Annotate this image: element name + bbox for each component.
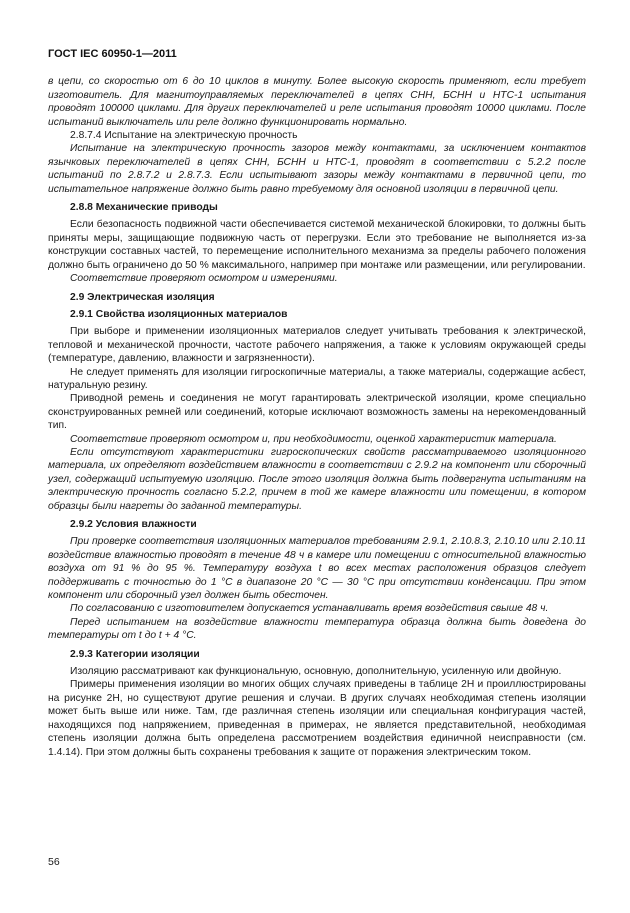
paragraph: Соответствие проверяют осмотром и, при необходимости, оценкой характеристик материала.: [70, 433, 557, 445]
paragraph: При проверке соответствия изоляционных материалов требованиям 2.9.1, 2.10.8.3, 2.10.10 или 2.10.11 воздействие влажностью проводят в течение 48 ч в камере или помещении с относительной влажностью воздуха от 91 % до 95 %. Температуру воздуха t во всех местах расположения образцов следует поддерживать с точностью до 1 °С в диапазоне 20 °С — 30 °С при отсутствии конденсации. При этом компонент или сборочный узел должен быть обесточен.: [48, 536, 586, 602]
paragraph: Испытание на электрическую прочность зазоров между контактами, за исключением контактов язычковых переключателей в цепях СНН, БСНН и НТС-1, проводят в соответствии с 5.2.2 после испытаний по 2.8.7.2 и 2.8.7.3. Если испытывают зазоры между контактами в первичной цепи, то испытательное напряжение должно быть равно требуемому для основной изоляции в первичной цепи.: [48, 143, 586, 195]
paragraph: Приводной ремень и соединения не могут гарантировать электрической изоляции, кроме специально сконструированных ремней или соединений, которые исключают возможность замены на нерекомендованный тип.: [48, 393, 586, 432]
paragraph: По согласованию с изготовителем допускается устанавливать время воздействия свыше 48 ч.: [70, 603, 549, 615]
page-number: 56: [48, 856, 60, 868]
paragraph: Если отсутствуют характеристики гигроскопических свойств рассматриваемого изоляционного материала, их определяют воздействием влажности в соответствии с 2.9.2 на компонент или сборочный узел, содержащий испытуемую изоляцию. После этого изоляция должна быть подвергнута испытаниям на электрическую прочность согласно 5.2.2, причем в той же камере влажности или помещении, в котором образцы были нагреты до заданной температуры.: [48, 446, 586, 512]
paragraph: При выборе и применении изоляционных материалов следует учитывать требования к электрической, тепловой и механической прочности, частоте рабочего напряжения, а также к условиям окружающей среды (температуре, давлению, влажности и загрязненности).: [48, 326, 586, 365]
paragraph: Соответствие проверяют осмотром и измерениями.: [70, 273, 338, 285]
paragraph: Изоляцию рассматривают как функциональную, основную, дополнительную, усиленную или двойную.: [70, 666, 562, 678]
document-header: ГОСТ IEC 60950-1—2011: [48, 48, 177, 60]
paragraph: Перед испытанием на воздействие влажности температура образца должна быть доведена до температуры от t до t + 4 °С.: [48, 616, 586, 642]
section-title-2-9-3: 2.9.3 Категории изоляции: [70, 648, 200, 660]
section-title-2-9-1: 2.9.1 Свойства изоляционных материалов: [70, 308, 288, 320]
paragraph: Не следует применять для изоляции гигроскопичные материалы, а также материалы, содержащие асбест, натуральную резину.: [48, 366, 586, 391]
paragraph: Если безопасность подвижной части обеспечивается системой механической блокировки, то должны быть приняты меры, защищающие подвижную часть от перегрузки. Если это требование не выполняется из-за конструкции составных частей, то перемещение исполнительного механизма за пределы рабочего положения должно быть ограничено до 50 % максимального, например при монтаже или размещении, или регулировании.: [48, 219, 586, 271]
section-title-2-9-2: 2.9.2 Условия влажности: [70, 519, 197, 530]
subsection-title-2-8-7-4: 2.8.7.4 Испытание на электрическую прочность: [70, 130, 298, 142]
section-title-2-9: 2.9 Электрическая изоляция: [70, 291, 215, 303]
document-page: [48, 48, 586, 759]
paragraph: в цепи, со скоростью от 6 до 10 циклов в минуту. Более высокую скорость применяют, если требует изготовитель. Для магнитоуправляемых переключателей в цепях СНН, БСНН и НТС-1 испытания проводят 100000 циклами. Для других переключателей и реле испытания проводят 10000 циклами. После испытаний выключатель или реле должно функционировать нормально.: [48, 76, 586, 128]
section-title-2-8-8: 2.8.8 Механические приводы: [70, 202, 218, 214]
paragraph: Примеры применения изоляции во многих общих случаях приведены в таблице 2Н и проиллюстрированы на рисунке 2Н, но существуют другие решения и случаи. В других случаях необходимая степень изоляции может быть выше или ниже. Там, где различная степень изоляции или специальная конфигурация частей, находящихся под напряжением, приведенная в примерах, не является представительной, необходимая степень изоляции должна быть определена рассмотрением воздействия единичной неисправности (см. 1.4.14). При этом должны быть сохранены требования к защите от поражения электрическим током.: [48, 679, 586, 758]
